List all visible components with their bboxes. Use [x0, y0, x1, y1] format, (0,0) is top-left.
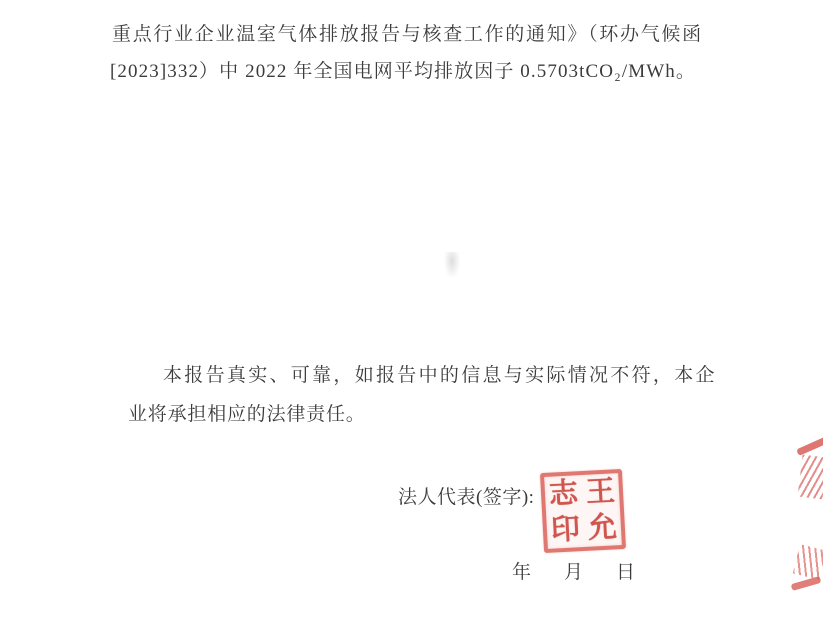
paragraph1-line1: 重点行业企业温室气体排放报告与核查工作的通知》（环办气候函 [112, 24, 703, 45]
statement-line2: 业将承担相应的法律责任。 [128, 404, 366, 425]
partial-seal-stroke [796, 435, 823, 456]
paragraph1-line2: [2023]332）中 2022 年全国电网平均排放因子 0.5703tCO₂/MWh。 [110, 61, 696, 82]
personal-seal-stamp [540, 469, 626, 553]
partial-seal-stroke [791, 576, 822, 591]
seal-char-top-left: 志 [548, 476, 579, 511]
statement-line1: 本报告真实、可靠，如报告中的信息与实际情况不符，本企 [163, 365, 717, 386]
seal-char-bottom-left: 印 [550, 512, 581, 547]
date-year-label: 年 [512, 562, 532, 583]
partial-seal-character-fragment [798, 455, 823, 500]
seal-char-bottom-right: 允 [587, 510, 618, 545]
date-line [512, 557, 635, 584]
partial-seal-character-fragment [793, 544, 823, 580]
signature-label: 法人代表(签字): [398, 487, 535, 508]
scan-artifact [444, 252, 460, 278]
seal-char-top-right: 王 [585, 474, 616, 509]
date-day-label: 日 [615, 562, 635, 583]
date-month-label: 月 [563, 562, 583, 583]
